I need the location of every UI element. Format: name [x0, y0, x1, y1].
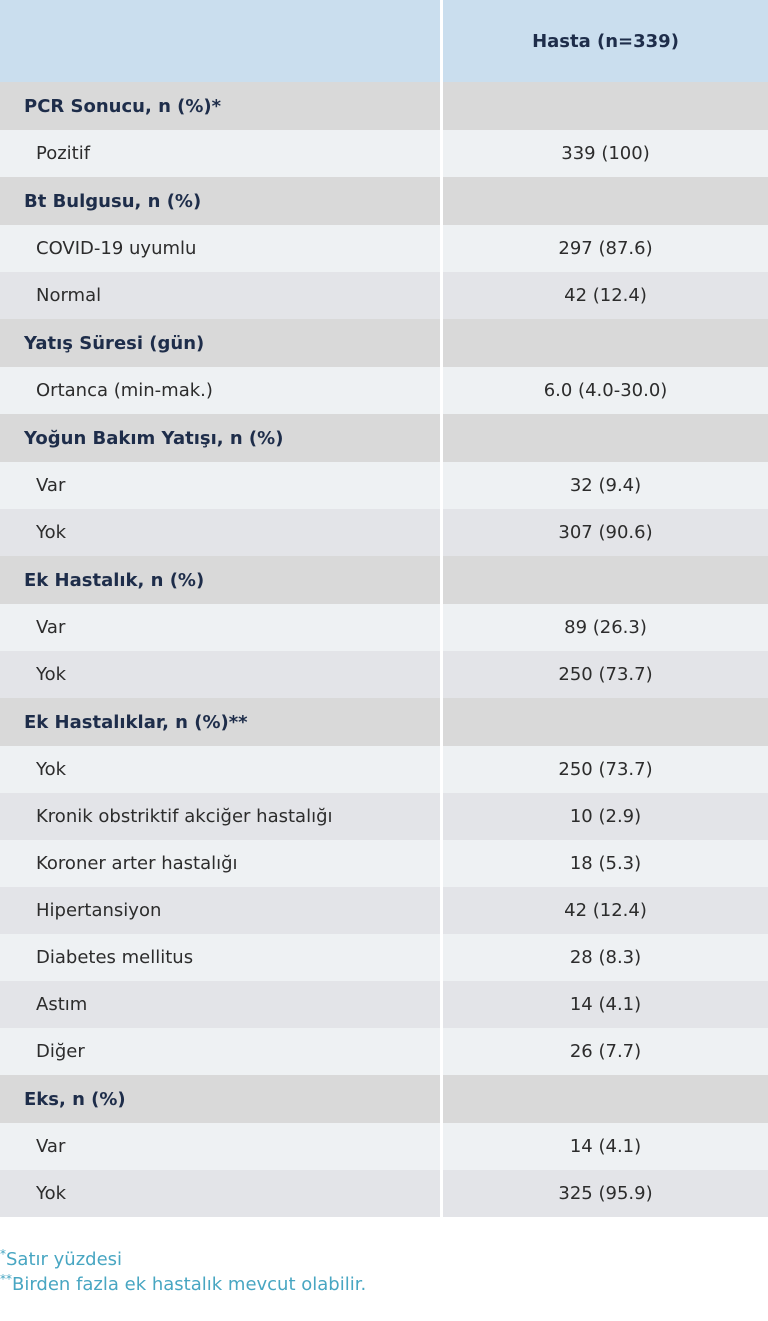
row-value: 250 (73.7) [558, 759, 653, 780]
section-header-row [0, 414, 768, 462]
row-label: Kronik obstriktif akciğer hastalığı [0, 793, 443, 840]
footnote-marker: ** [0, 1272, 12, 1286]
section-header-row [0, 177, 768, 225]
row-label: Yok [0, 651, 443, 698]
row-label: Ortanca (min-mak.) [0, 367, 443, 414]
section-header-row [0, 82, 768, 130]
row-label: Diabetes mellitus [0, 934, 443, 981]
section-title: PCR Sonucu, n (%)* [0, 82, 443, 130]
row-label: Yok [0, 746, 443, 793]
row-value: 18 (5.3) [569, 853, 642, 874]
row-value: 325 (95.9) [558, 1183, 653, 1204]
row-label: Yok [0, 509, 443, 556]
table-row [0, 1028, 768, 1075]
row-value: 10 (2.9) [569, 806, 642, 827]
row-value: 26 (7.7) [569, 1041, 642, 1062]
section-header-row [0, 319, 768, 367]
section-title: Ek Hastalık, n (%) [0, 556, 443, 604]
row-label: Var [0, 604, 443, 651]
section-value-empty [443, 1075, 768, 1123]
section-title: Ek Hastalıklar, n (%)** [0, 698, 443, 746]
table-row [0, 887, 768, 934]
table-row [0, 130, 768, 177]
row-label: COVID-19 uyumlu [0, 225, 443, 272]
row-value: 42 (12.4) [564, 900, 647, 921]
section-value-empty [443, 414, 768, 462]
row-value: 297 (87.6) [558, 238, 653, 259]
table-row [0, 367, 768, 414]
table-row [0, 1123, 768, 1170]
section-title: Yatış Süresi (gün) [0, 319, 443, 367]
section-title: Eks, n (%) [0, 1075, 443, 1123]
row-value: 28 (8.3) [569, 947, 642, 968]
section-value-empty [443, 82, 768, 130]
table-row [0, 746, 768, 793]
row-value: 42 (12.4) [564, 285, 647, 306]
footnotes [0, 1247, 366, 1297]
table-row [0, 840, 768, 887]
row-label: Yok [0, 1170, 443, 1217]
section-header-row [0, 698, 768, 746]
row-value: 14 (4.1) [569, 1136, 642, 1157]
footnote-text: Birden fazla ek hastalık mevcut olabilir. [12, 1274, 367, 1295]
row-label: Hipertansiyon [0, 887, 443, 934]
row-label: Diğer [0, 1028, 443, 1075]
header-label-cell [0, 0, 443, 82]
row-value: 307 (90.6) [558, 522, 653, 543]
table-row [0, 981, 768, 1028]
section-header-row [0, 556, 768, 604]
table-row [0, 509, 768, 556]
section-header-row [0, 1075, 768, 1123]
table-header [0, 0, 768, 82]
footnote [0, 1272, 366, 1297]
row-value: 89 (26.3) [564, 617, 647, 638]
section-value-empty [443, 177, 768, 225]
table-row [0, 934, 768, 981]
table-row [0, 272, 768, 319]
section-title: Bt Bulgusu, n (%) [0, 177, 443, 225]
table-row [0, 651, 768, 698]
table-row [0, 1170, 768, 1217]
row-value: 6.0 (4.0-30.0) [543, 380, 668, 401]
table-row [0, 793, 768, 840]
row-value: 14 (4.1) [569, 994, 642, 1015]
section-title: Yoğun Bakım Yatışı, n (%) [0, 414, 443, 462]
table-body [0, 82, 768, 1217]
footnote-marker: * [0, 1247, 6, 1261]
table-row [0, 225, 768, 272]
header-patient-column: Hasta (n=339) [532, 30, 679, 52]
row-value: 250 (73.7) [558, 664, 653, 685]
row-value: 339 (100) [561, 143, 650, 164]
footnote [0, 1247, 366, 1272]
section-value-empty [443, 698, 768, 746]
footnote-text: Satır yüzdesi [6, 1249, 123, 1270]
row-label: Var [0, 1123, 443, 1170]
row-label: Pozitif [0, 130, 443, 177]
row-value: 32 (9.4) [569, 475, 642, 496]
table-row [0, 604, 768, 651]
row-label: Koroner arter hastalığı [0, 840, 443, 887]
table-row [0, 462, 768, 509]
row-label: Var [0, 462, 443, 509]
row-label: Normal [0, 272, 443, 319]
section-value-empty [443, 556, 768, 604]
section-value-empty [443, 319, 768, 367]
row-label: Astım [0, 981, 443, 1028]
